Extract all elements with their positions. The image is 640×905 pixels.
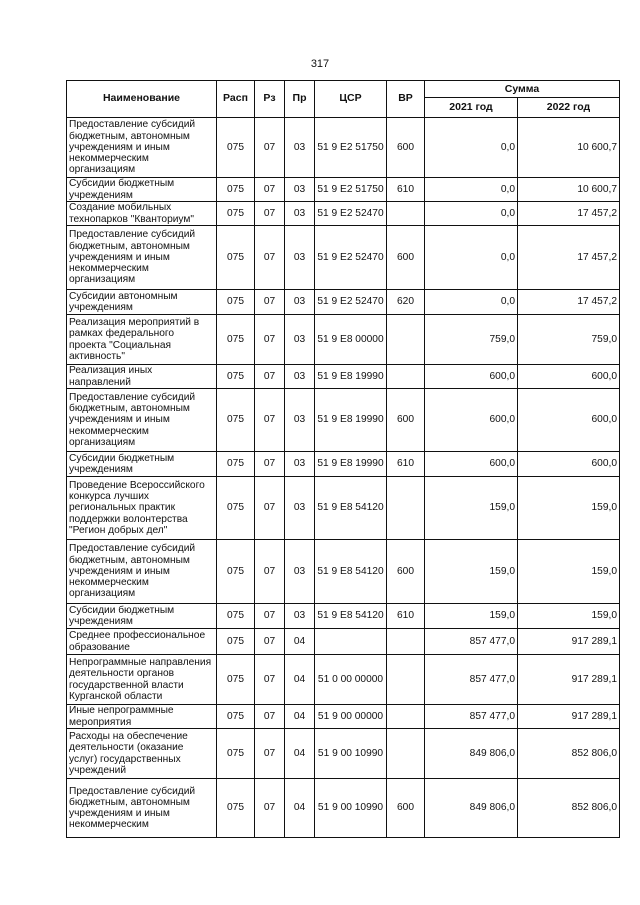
cell-pr: 03 xyxy=(285,365,315,389)
page-number: 317 xyxy=(310,58,330,70)
cell-name: Субсидии бюджетным учреждениям xyxy=(67,604,217,629)
cell-2021: 0,0 xyxy=(425,202,518,226)
header-csr: ЦСР xyxy=(315,81,387,118)
cell-vr: 600 xyxy=(387,779,425,838)
cell-csr: 51 9 E2 51750 xyxy=(315,118,387,178)
cell-pr: 03 xyxy=(285,477,315,540)
cell-rz: 07 xyxy=(255,365,285,389)
cell-vr xyxy=(387,629,425,655)
cell-rasp: 075 xyxy=(217,477,255,540)
cell-csr: 51 9 00 10990 xyxy=(315,779,387,838)
header-year-2021: 2021 год xyxy=(425,98,518,118)
cell-2022: 600,0 xyxy=(518,452,620,477)
cell-rz: 07 xyxy=(255,452,285,477)
cell-2021: 759,0 xyxy=(425,315,518,365)
cell-rasp: 075 xyxy=(217,655,255,705)
cell-pr: 04 xyxy=(285,705,315,729)
cell-vr xyxy=(387,202,425,226)
cell-pr: 03 xyxy=(285,178,315,202)
cell-rz: 07 xyxy=(255,290,285,315)
cell-2022: 159,0 xyxy=(518,604,620,629)
cell-rasp: 075 xyxy=(217,202,255,226)
cell-vr xyxy=(387,365,425,389)
cell-csr xyxy=(315,629,387,655)
cell-csr: 51 9 E8 19990 xyxy=(315,365,387,389)
cell-name: Предоставление субсидий бюджетным, автономным учреждениям и иным некоммерческим организациям xyxy=(67,540,217,604)
table-row xyxy=(67,729,620,779)
cell-pr: 03 xyxy=(285,540,315,604)
cell-vr xyxy=(387,315,425,365)
cell-2021: 600,0 xyxy=(425,452,518,477)
cell-2022: 600,0 xyxy=(518,389,620,452)
cell-csr: 51 9 E2 51750 xyxy=(315,178,387,202)
table-row xyxy=(67,389,620,452)
cell-name: Предоставление субсидий бюджетным, автономным учреждениям и иным некоммерческим xyxy=(67,779,217,838)
table-row xyxy=(67,629,620,655)
table-row xyxy=(67,226,620,290)
table-row xyxy=(67,655,620,705)
cell-vr xyxy=(387,729,425,779)
cell-2022: 17 457,2 xyxy=(518,202,620,226)
table-row xyxy=(67,315,620,365)
cell-pr: 04 xyxy=(285,629,315,655)
cell-pr: 03 xyxy=(285,452,315,477)
cell-rz: 07 xyxy=(255,178,285,202)
header-rz: Рз xyxy=(255,81,285,118)
cell-name: Расходы на обеспечение деятельности (оказание услуг) государственных учреждений xyxy=(67,729,217,779)
cell-2022: 917 289,1 xyxy=(518,655,620,705)
header-name: Наименование xyxy=(67,81,217,118)
cell-csr: 51 9 E8 19990 xyxy=(315,389,387,452)
cell-pr: 03 xyxy=(285,604,315,629)
cell-2022: 917 289,1 xyxy=(518,705,620,729)
table-row xyxy=(67,452,620,477)
cell-csr: 51 9 E8 54120 xyxy=(315,540,387,604)
cell-csr: 51 9 E8 19990 xyxy=(315,452,387,477)
cell-pr: 04 xyxy=(285,655,315,705)
cell-name: Реализация иных направлений xyxy=(67,365,217,389)
cell-rasp: 075 xyxy=(217,118,255,178)
cell-rasp: 075 xyxy=(217,452,255,477)
table-row xyxy=(67,540,620,604)
cell-vr: 610 xyxy=(387,604,425,629)
cell-pr: 03 xyxy=(285,118,315,178)
cell-2021: 0,0 xyxy=(425,178,518,202)
cell-name: Среднее профессиональное образование xyxy=(67,629,217,655)
cell-name: Предоставление субсидий бюджетным, автономным учреждениям и иным некоммерческим организациям xyxy=(67,226,217,290)
cell-csr: 51 9 E8 54120 xyxy=(315,477,387,540)
cell-rz: 07 xyxy=(255,705,285,729)
cell-2021: 849 806,0 xyxy=(425,729,518,779)
cell-rz: 07 xyxy=(255,629,285,655)
cell-name: Создание мобильных технопарков "Кванториум" xyxy=(67,202,217,226)
cell-rz: 07 xyxy=(255,604,285,629)
header-rasp: Расп xyxy=(217,81,255,118)
table-row xyxy=(67,118,620,178)
cell-vr: 600 xyxy=(387,389,425,452)
cell-csr: 51 9 00 10990 xyxy=(315,729,387,779)
cell-rasp: 075 xyxy=(217,178,255,202)
cell-rz: 07 xyxy=(255,540,285,604)
cell-rz: 07 xyxy=(255,389,285,452)
header-sum: Сумма xyxy=(425,81,620,98)
cell-vr: 620 xyxy=(387,290,425,315)
cell-rz: 07 xyxy=(255,226,285,290)
cell-2022: 10 600,7 xyxy=(518,178,620,202)
cell-2021: 849 806,0 xyxy=(425,779,518,838)
cell-2022: 917 289,1 xyxy=(518,629,620,655)
cell-vr: 600 xyxy=(387,540,425,604)
cell-csr: 51 9 E2 52470 xyxy=(315,290,387,315)
cell-rasp: 075 xyxy=(217,226,255,290)
cell-2021: 600,0 xyxy=(425,389,518,452)
cell-csr: 51 9 00 00000 xyxy=(315,705,387,729)
cell-rz: 07 xyxy=(255,202,285,226)
cell-rasp: 075 xyxy=(217,729,255,779)
header-vr: ВР xyxy=(387,81,425,118)
cell-2022: 159,0 xyxy=(518,540,620,604)
cell-pr: 03 xyxy=(285,290,315,315)
cell-2022: 17 457,2 xyxy=(518,226,620,290)
cell-2021: 0,0 xyxy=(425,226,518,290)
header-year-2022: 2022 год xyxy=(518,98,620,118)
cell-vr xyxy=(387,705,425,729)
cell-2021: 857 477,0 xyxy=(425,705,518,729)
cell-2022: 852 806,0 xyxy=(518,779,620,838)
cell-pr: 03 xyxy=(285,315,315,365)
cell-pr: 03 xyxy=(285,226,315,290)
cell-name: Реализация мероприятий в рамках федерального проекта "Социальная активность" xyxy=(67,315,217,365)
cell-2021: 0,0 xyxy=(425,290,518,315)
cell-csr: 51 9 E2 52470 xyxy=(315,226,387,290)
table-row xyxy=(67,290,620,315)
cell-vr: 600 xyxy=(387,226,425,290)
cell-name: Субсидии бюджетным учреждениям xyxy=(67,178,217,202)
cell-rasp: 075 xyxy=(217,389,255,452)
cell-name: Иные непрограммные мероприятия xyxy=(67,705,217,729)
cell-rasp: 075 xyxy=(217,365,255,389)
cell-csr: 51 9 E8 00000 xyxy=(315,315,387,365)
table-row xyxy=(67,779,620,838)
cell-rz: 07 xyxy=(255,477,285,540)
table-row xyxy=(67,202,620,226)
cell-2022: 10 600,7 xyxy=(518,118,620,178)
cell-2022: 759,0 xyxy=(518,315,620,365)
cell-vr xyxy=(387,655,425,705)
cell-rasp: 075 xyxy=(217,705,255,729)
cell-rz: 07 xyxy=(255,729,285,779)
cell-2022: 17 457,2 xyxy=(518,290,620,315)
cell-rasp: 075 xyxy=(217,629,255,655)
cell-pr: 04 xyxy=(285,779,315,838)
cell-pr: 03 xyxy=(285,202,315,226)
table-row xyxy=(67,477,620,540)
cell-csr: 51 9 E2 52470 xyxy=(315,202,387,226)
table-row xyxy=(67,178,620,202)
cell-name: Проведение Всероссийского конкурса лучших региональных практик поддержки волонтерства "Регион добрых дел" xyxy=(67,477,217,540)
cell-2021: 159,0 xyxy=(425,604,518,629)
cell-rasp: 075 xyxy=(217,315,255,365)
table-row xyxy=(67,705,620,729)
cell-rasp: 075 xyxy=(217,290,255,315)
header-pr: Пр xyxy=(285,81,315,118)
cell-csr: 51 0 00 00000 xyxy=(315,655,387,705)
cell-vr: 610 xyxy=(387,178,425,202)
cell-vr xyxy=(387,477,425,540)
cell-2022: 852 806,0 xyxy=(518,729,620,779)
cell-pr: 04 xyxy=(285,729,315,779)
cell-rasp: 075 xyxy=(217,604,255,629)
cell-name: Субсидии бюджетным учреждениям xyxy=(67,452,217,477)
cell-name: Субсидии автономным учреждениям xyxy=(67,290,217,315)
cell-name: Непрограммные направления деятельности органов государственной власти Курганской области xyxy=(67,655,217,705)
cell-2021: 0,0 xyxy=(425,118,518,178)
cell-rasp: 075 xyxy=(217,540,255,604)
cell-2021: 600,0 xyxy=(425,365,518,389)
cell-rasp: 075 xyxy=(217,779,255,838)
cell-pr: 03 xyxy=(285,389,315,452)
cell-rz: 07 xyxy=(255,779,285,838)
cell-2021: 857 477,0 xyxy=(425,655,518,705)
cell-rz: 07 xyxy=(255,118,285,178)
cell-name: Предоставление субсидий бюджетным, автономным учреждениям и иным некоммерческим организациям xyxy=(67,118,217,178)
cell-2022: 600,0 xyxy=(518,365,620,389)
cell-vr: 600 xyxy=(387,118,425,178)
cell-2021: 159,0 xyxy=(425,477,518,540)
cell-2021: 159,0 xyxy=(425,540,518,604)
cell-rz: 07 xyxy=(255,315,285,365)
table-row xyxy=(67,365,620,389)
cell-rz: 07 xyxy=(255,655,285,705)
cell-2021: 857 477,0 xyxy=(425,629,518,655)
cell-name: Предоставление субсидий бюджетным, автономным учреждениям и иным некоммерческим организациям xyxy=(67,389,217,452)
cell-vr: 610 xyxy=(387,452,425,477)
cell-2022: 159,0 xyxy=(518,477,620,540)
table-row xyxy=(67,604,620,629)
cell-csr: 51 9 E8 54120 xyxy=(315,604,387,629)
budget-table xyxy=(66,80,620,838)
